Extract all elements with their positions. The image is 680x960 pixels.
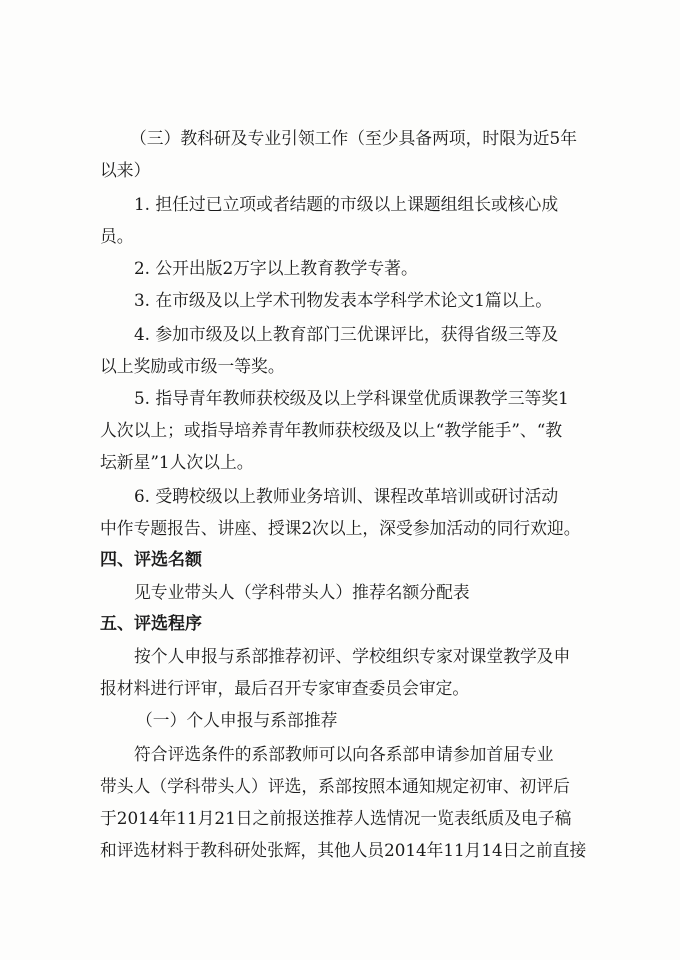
section-subheading-text: （一）个人申报与系部推荐 bbox=[136, 710, 338, 730]
paragraph-line bbox=[0, 806, 680, 830]
paragraph-line bbox=[0, 516, 680, 540]
paragraph-line bbox=[0, 354, 680, 378]
section-heading-text: 五、评选程序 bbox=[100, 614, 202, 634]
paragraph-text: 员。 bbox=[100, 226, 134, 246]
paragraph-line bbox=[0, 580, 680, 604]
section-subheading-line bbox=[0, 708, 680, 732]
paragraph-line bbox=[0, 418, 680, 442]
section-heading-line bbox=[0, 548, 680, 572]
paragraph-line bbox=[0, 774, 680, 798]
list-item-line bbox=[0, 386, 680, 410]
section-heading-line bbox=[0, 612, 680, 636]
paragraph-line bbox=[0, 838, 680, 862]
list-item-text: 5. 指导青年教师获校级及以上学科课堂优质课教学三等奖1 bbox=[134, 388, 569, 408]
paragraph-text: 以来） bbox=[100, 160, 151, 180]
section-subheading-text: （三）教科研及专业引领工作（至少具备两项，时限为近5年 bbox=[130, 128, 577, 148]
paragraph-text: 以上奖励或市级一等奖。 bbox=[100, 356, 285, 376]
list-item-line bbox=[0, 484, 680, 508]
paragraph-text: 按个人申报与系部推荐初评、学校组织专家对课堂教学及申 bbox=[134, 646, 571, 666]
paragraph-text: 和评选材料于教科研处张辉，其他人员2014年11月14日之前直接 bbox=[100, 840, 587, 860]
list-item-line bbox=[0, 288, 680, 312]
paragraph-line bbox=[0, 224, 680, 248]
list-item-text: 2. 公开出版2万字以上教育教学专著。 bbox=[134, 258, 418, 278]
paragraph-text: 符合评选条件的系部教师可以向各系部申请参加首届专业 bbox=[134, 744, 554, 764]
paragraph-text: 带头人（学科带头人）评选，系部按照本通知规定初审、初评后 bbox=[100, 776, 570, 796]
paragraph-line bbox=[0, 450, 680, 474]
paragraph-line bbox=[0, 158, 680, 182]
paragraph-text: 报材料进行评审，最后召开专家审查委员会审定。 bbox=[100, 678, 470, 698]
paragraph-line bbox=[0, 742, 680, 766]
paragraph-line bbox=[0, 644, 680, 668]
paragraph-line bbox=[0, 676, 680, 700]
paragraph-text: 人次以上；或指导培养青年教师获校级及以上“教学能手”、“教 bbox=[100, 420, 563, 440]
paragraph-text: 中作专题报告、讲座、授课2次以上，深受参加活动的同行欢迎。 bbox=[100, 518, 581, 538]
paragraph-text: 见专业带头人（学科带头人）推荐名额分配表 bbox=[134, 582, 470, 602]
list-item-line bbox=[0, 322, 680, 346]
list-item-line bbox=[0, 192, 680, 216]
section-heading-text: 四、评选名额 bbox=[100, 550, 202, 570]
list-item-line bbox=[0, 256, 680, 280]
list-item-text: 3. 在市级及以上学术刊物发表本学科学术论文1篇以上。 bbox=[134, 290, 552, 310]
list-item-text: 1. 担任过已立项或者结题的市级以上课题组组长或核心成 bbox=[134, 194, 559, 214]
list-item-text: 6. 受聘校级以上教师业务培训、课程改革培训或研讨活动 bbox=[134, 486, 559, 506]
paragraph-text: 于2014年11月21日之前报送推荐人选情况一览表纸质及电子稿 bbox=[100, 808, 572, 828]
paragraph-text: 坛新星”1人次以上。 bbox=[100, 452, 254, 472]
section-subheading-line bbox=[0, 126, 680, 150]
list-item-text: 4. 参加市级及以上教育部门三优课评比，获得省级三等及 bbox=[134, 324, 559, 344]
